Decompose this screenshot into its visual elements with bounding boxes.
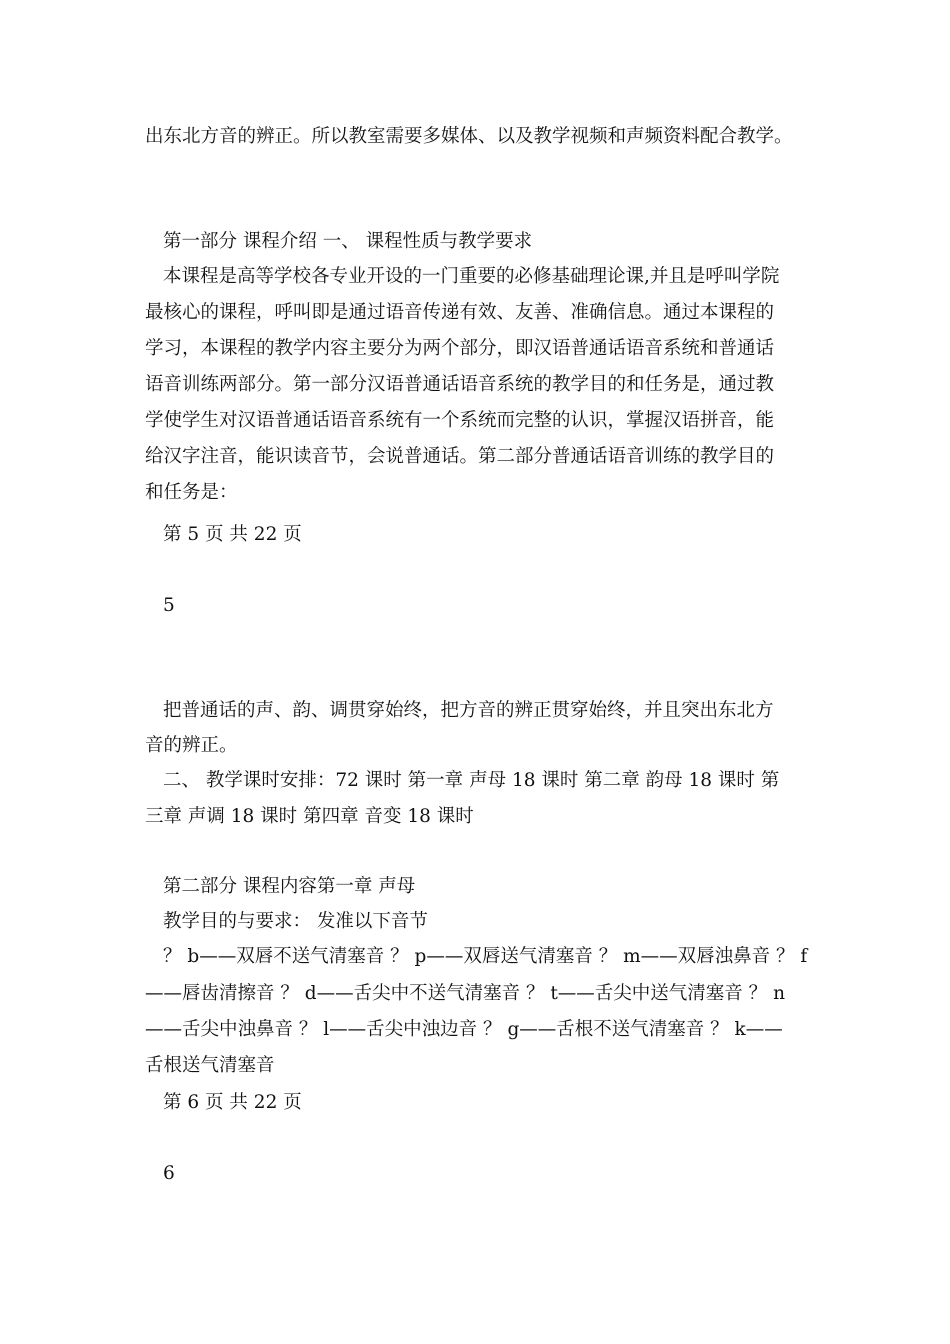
- page-footer: 第 5 页 共 22 页: [163, 524, 302, 545]
- text-line: 出东北方音的辨正。所以教室需要多媒体、以及教学视频和声频资料配合教学。: [145, 126, 793, 147]
- text-line: ？ b——双唇不送气清塞音 ？ p——双唇送气清塞音 ？ m——双唇浊鼻音 ？ f: [163, 946, 808, 967]
- text-line: 舌根送气清塞音: [145, 1055, 275, 1076]
- text-line: 语音训练两部分。第一部分汉语普通话语音系统的教学目的和任务是，通过教: [145, 374, 775, 395]
- text-line: ——舌尖中浊鼻音 ？ l——舌尖中浊边音 ？ g——舌根不送气清塞音 ？ k——: [145, 1019, 783, 1040]
- text-line: 学习，本课程的教学内容主要分为两个部分，即汉语普通话语音系统和普通话: [145, 338, 775, 359]
- text-line: 三章 声调 18 课时 第四章 音变 18 课时: [145, 806, 474, 827]
- page-number: 6: [163, 1163, 175, 1184]
- section-heading: 第二部分 课程内容第一章 声母: [163, 876, 416, 897]
- section-heading: 第一部分 课程介绍 一、 课程性质与教学要求: [163, 231, 533, 252]
- text-line: 和任务是：: [145, 482, 238, 503]
- text-line: 把普通话的声、韵、调贯穿始终，把方音的辨正贯穿始终，并且突出东北方: [163, 700, 774, 721]
- text-line: 教学目的与要求： 发准以下音节: [163, 911, 428, 932]
- text-line: 学使学生对汉语普通话语音系统有一个系统而完整的认识，掌握汉语拼音，能: [145, 410, 775, 431]
- text-line: 音的辨正。: [145, 735, 238, 756]
- page-footer: 第 6 页 共 22 页: [163, 1092, 302, 1113]
- text-line: 二、 教学课时安排：72 课时 第一章 声母 18 课时 第二章 韵母 18 课时 第: [163, 770, 780, 791]
- text-line: 本课程是高等学校各专业开设的一门重要的必修基础理论课,并且是呼叫学院: [163, 266, 780, 287]
- text-line: 给汉字注音，能识读音节，会说普通话。第二部分普通话语音训练的教学目的: [145, 446, 775, 467]
- page-number: 5: [163, 595, 175, 616]
- text-line: 最核心的课程，呼叫即是通过语音传递有效、友善、准确信息。通过本课程的: [145, 302, 775, 323]
- text-line: ——唇齿清擦音 ？ d——舌尖中不送气清塞音 ？ t——舌尖中送气清塞音 ？ n: [145, 983, 785, 1004]
